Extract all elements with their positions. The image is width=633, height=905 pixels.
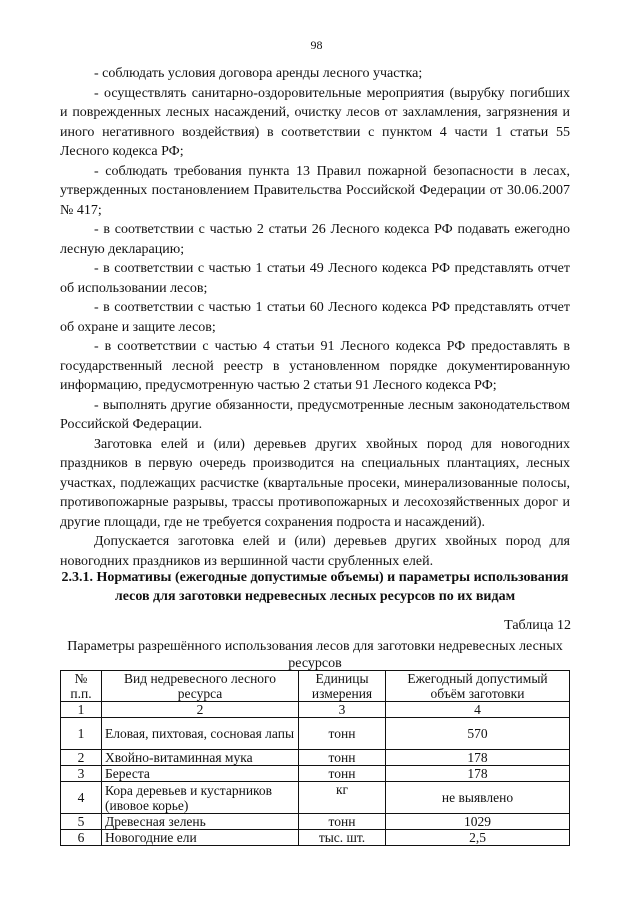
header-cell: Единицы измерения [299, 671, 386, 702]
paragraph: - в соответствии с частью 2 статьи 26 Лесного кодекса РФ подавать ежегодно лесную декларацию; [60, 222, 570, 257]
colnum-cell: 2 [102, 702, 299, 718]
cell-value: не выявлено [386, 782, 570, 814]
cell-num: 5 [61, 814, 102, 830]
cell-num: 1 [61, 718, 102, 750]
colnum-cell: 3 [299, 702, 386, 718]
paragraph: - осуществлять санитарно-оздоровительные мероприятия (вырубку погибших и поврежденных лесных насаждений, очистку лесов от захламления, загрязнения и иного негативного воздействия) в соответствии с пунктом 4 части 1 статьи 55 Лесного кодекса РФ; [60, 85, 570, 159]
header-cell: Вид недревесного лесного ресурса [102, 671, 299, 702]
page-number: 98 [310, 38, 323, 52]
table-colnum-row [61, 702, 570, 718]
table-row [61, 830, 570, 846]
cell-name: Новогодние ели [102, 830, 299, 846]
cell-unit: кг [299, 782, 386, 814]
table-row [61, 814, 570, 830]
cell-num: 6 [61, 830, 102, 846]
table-row [61, 782, 570, 814]
paragraph: - в соответствии с частью 4 статьи 91 Лесного кодекса РФ предоставлять в государственный лесной реестр в установленном порядке документированную информацию, предусмотренную частью 2 статьи 91 Лесного кодекса РФ; [60, 339, 570, 393]
paragraph: - соблюдать требования пункта 13 Правил пожарной безопасности в лесах, утвержденных постановлением Правительства Российской Федерации от 30.06.2007 № 417; [60, 163, 570, 218]
paragraph: - в соответствии с частью 1 статьи 49 Лесного кодекса РФ представлять отчет об использовании лесов; [60, 261, 570, 296]
paragraph: - в соответствии с частью 1 статьи 60 Лесного кодекса РФ представлять отчет об охране и защите лесов; [60, 300, 570, 335]
cell-value: 178 [386, 750, 570, 766]
cell-name: Хвойно-витаминная мука [102, 750, 299, 766]
cell-name: Кора деревьев и кустарников (ивовое корье) [102, 782, 299, 814]
cell-unit: тыс. шт. [299, 830, 386, 846]
cell-value: 1029 [386, 814, 570, 830]
table-row [61, 766, 570, 782]
resources-table [60, 670, 570, 846]
colnum-cell: 1 [61, 702, 102, 718]
paragraph: Заготовка елей и (или) деревьев других хвойных пород для новогодних праздников в первую очередь производится на специальных плантациях, лесных участках, подлежащих расчистке (квартальные просеки, минерализованные полосы, противопожарные разрывы, трассы противопожарных и лесохозяйственных дорог и другие площади, где не требуется сохранения подроста и насаждений). [60, 436, 570, 530]
cell-value: 178 [386, 766, 570, 782]
cell-num: 3 [61, 766, 102, 782]
table-header-row [61, 671, 570, 702]
cell-num: 2 [61, 750, 102, 766]
cell-value: 2,5 [386, 830, 570, 846]
cell-unit: тонн [299, 766, 386, 782]
cell-name: Береста [102, 766, 299, 782]
paragraph: - соблюдать условия договора аренды лесного участка; [94, 66, 423, 81]
colnum-cell: 4 [386, 702, 570, 718]
header-cell: Ежегодный допустимый объём заготовки [386, 671, 570, 702]
cell-value: 570 [386, 718, 570, 750]
table-row [61, 718, 570, 750]
table-row [61, 750, 570, 766]
body-text [60, 64, 570, 571]
table-caption: Параметры разрешённого использования лесов для заготовки недревесных лесных ресурсов [67, 639, 563, 671]
paragraph: - выполнять другие обязанности, предусмотренные лесным законодательством Российской Федерации. [60, 397, 570, 432]
table-label: Таблица 12 [504, 618, 571, 633]
section-heading: 2.3.1. Нормативы (ежегодные допустимые объемы) и параметры использования лесов для заготовки недревесных лесных ресурсов по их видам [61, 570, 569, 604]
cell-name: Еловая, пихтовая, сосновая лапы [102, 718, 299, 750]
cell-num: 4 [61, 782, 102, 814]
paragraph: Допускается заготовка елей и (или) деревьев других хвойных пород для новогодних праздников из вершинной части срубленных елей. [60, 534, 570, 569]
cell-name: Древесная зелень [102, 814, 299, 830]
cell-unit: тонн [299, 750, 386, 766]
header-cell: № п.п. [61, 671, 102, 702]
cell-unit: тонн [299, 814, 386, 830]
cell-unit: тонн [299, 718, 386, 750]
